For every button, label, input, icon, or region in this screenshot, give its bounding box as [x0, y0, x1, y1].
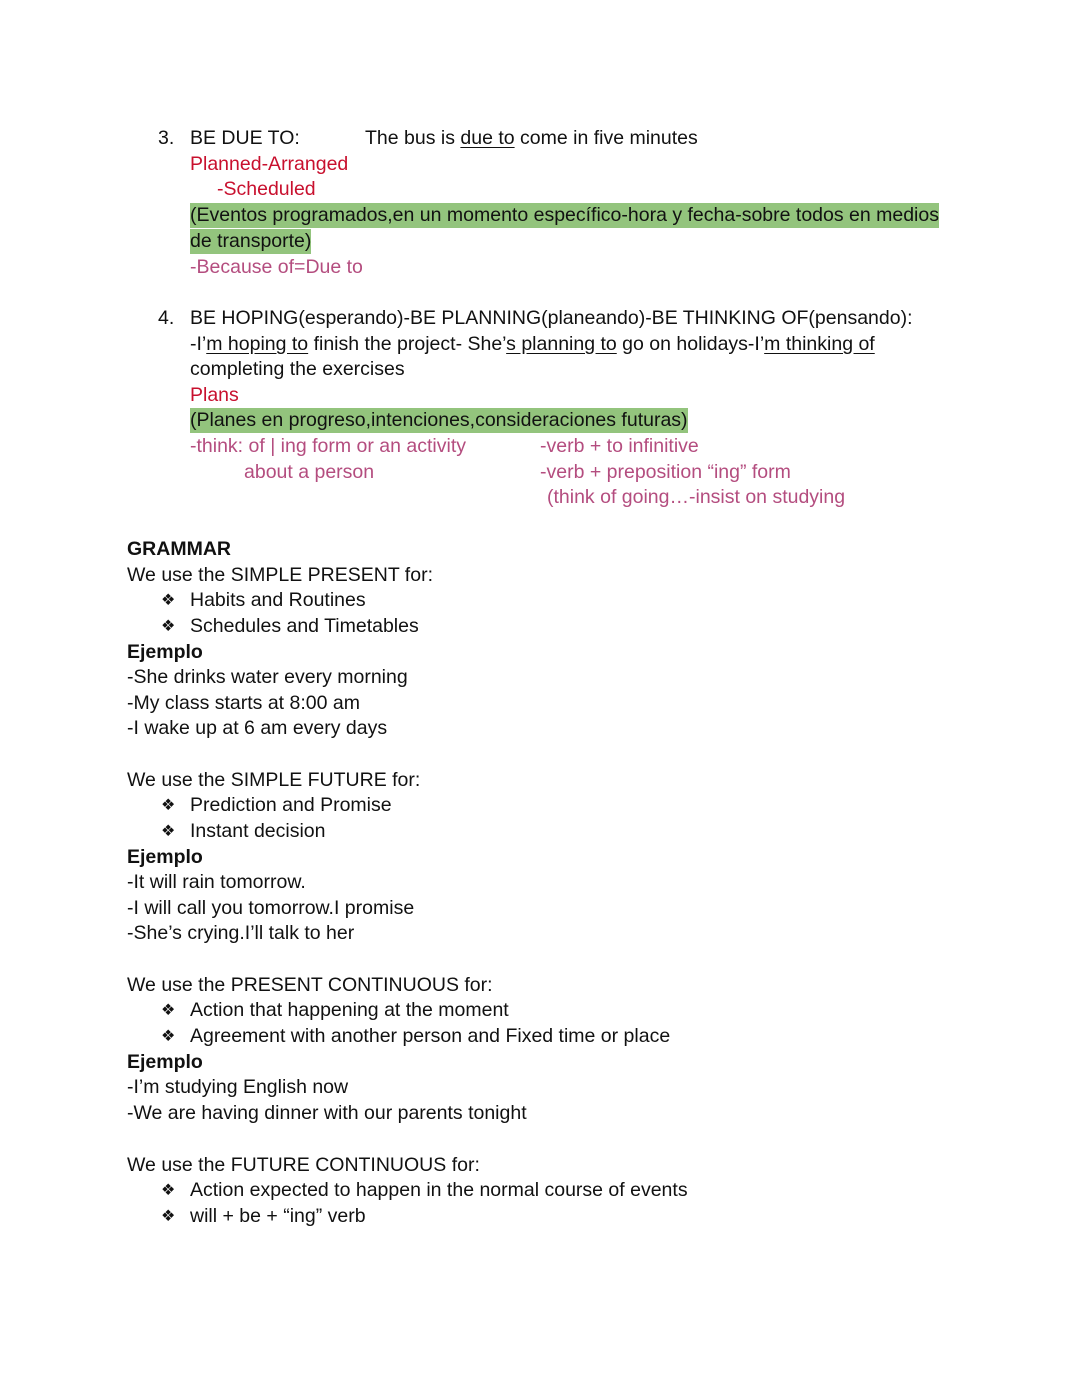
- example-sentence: -I wake up at 6 am every days: [127, 717, 388, 739]
- note-text: about a person: [244, 461, 375, 483]
- example-sentence: -I’m studying English now: [127, 1076, 349, 1098]
- list-item: Prediction and Promise: [190, 794, 392, 816]
- example-sentence: -I will call you tomorrow.I promise: [127, 897, 415, 919]
- diamond-bullet-icon: ❖: [161, 618, 176, 635]
- highlighted-note: (Eventos programados,en un momento específico-hora y fecha-sobre todos en medios: [190, 204, 939, 226]
- example-sentence: The bus is due to come in five minutes: [365, 127, 698, 149]
- example-label: Ejemplo: [127, 846, 203, 868]
- example-sentence: -She drinks water every morning: [127, 666, 408, 688]
- meaning-label: Plans: [190, 384, 239, 406]
- list-item: Action expected to happen in the normal course of events: [190, 1179, 688, 1201]
- meaning-label: Planned-Arranged: [190, 153, 349, 175]
- highlighted-note: (Planes en progreso,intenciones,consideraciones futuras): [190, 409, 688, 431]
- list-item: Action that happening at the moment: [190, 999, 509, 1021]
- note-text: -verb + preposition “ing” form: [540, 461, 791, 483]
- diamond-bullet-icon: ❖: [161, 1182, 176, 1199]
- term-title: BE DUE TO:: [190, 127, 300, 149]
- note-text: (think of going…-insist on studying: [547, 486, 846, 508]
- example-sentence: -I’m hoping to finish the project- She’s planning to go on holidays-I’m thinking of: [190, 333, 875, 355]
- list-item: Agreement with another person and Fixed time or place: [190, 1025, 671, 1047]
- diamond-bullet-icon: ❖: [161, 1002, 176, 1019]
- term-title: BE HOPING(esperando)-BE PLANNING(planeando)-BE THINKING OF(pensando):: [190, 307, 913, 329]
- highlighted-note: de transporte): [190, 230, 312, 252]
- example-sentence: -She’s crying.I’ll talk to her: [127, 922, 355, 944]
- list-number: 4.: [158, 307, 175, 329]
- example-sentence: -My class starts at 8:00 am: [127, 692, 360, 714]
- note-text: -verb + to infinitive: [540, 435, 699, 457]
- example-label: Ejemplo: [127, 1051, 203, 1073]
- list-item: Instant decision: [190, 820, 326, 842]
- tense-intro: We use the SIMPLE FUTURE for:: [127, 769, 421, 791]
- diamond-bullet-icon: ❖: [161, 1028, 176, 1045]
- tense-intro: We use the PRESENT CONTINUOUS for:: [127, 974, 493, 996]
- diamond-bullet-icon: ❖: [161, 592, 176, 609]
- example-sentence: -We are having dinner with our parents tonight: [127, 1102, 527, 1124]
- list-item: Habits and Routines: [190, 589, 366, 611]
- tense-intro: We use the FUTURE CONTINUOUS for:: [127, 1154, 480, 1176]
- diamond-bullet-icon: ❖: [161, 1208, 176, 1225]
- list-item: will + be + “ing” verb: [190, 1205, 366, 1227]
- example-label: Ejemplo: [127, 641, 203, 663]
- meaning-label: -Scheduled: [217, 178, 316, 200]
- example-sentence: -It will rain tomorrow.: [127, 871, 306, 893]
- list-item: Schedules and Timetables: [190, 615, 419, 637]
- diamond-bullet-icon: ❖: [161, 823, 176, 840]
- example-sentence: completing the exercises: [190, 358, 405, 380]
- note-text: -think: of | ing form or an activity: [190, 435, 466, 457]
- tense-intro: We use the SIMPLE PRESENT for:: [127, 564, 433, 586]
- list-number: 3.: [158, 127, 175, 149]
- diamond-bullet-icon: ❖: [161, 797, 176, 814]
- note-text: -Because of=Due to: [190, 256, 363, 278]
- section-heading: GRAMMAR: [127, 538, 231, 560]
